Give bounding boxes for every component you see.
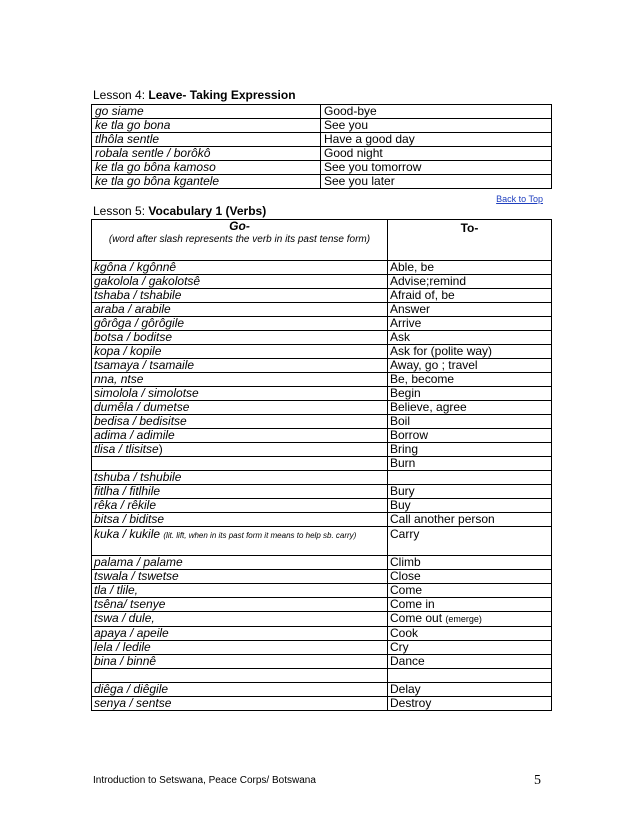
to-cell: Come out (emerge) xyxy=(388,612,552,627)
go-cell: tlisa / tlisitse) xyxy=(92,443,388,457)
table-row xyxy=(92,570,552,584)
go-cell: bina / binnê xyxy=(92,655,388,669)
go-cell: tshaba / tshabile xyxy=(92,289,388,303)
go-cell-tail: ) xyxy=(158,442,163,456)
header-go: Go- xyxy=(229,219,250,233)
english-cell: Have a good day xyxy=(321,133,552,147)
to-cell: Buy xyxy=(388,499,552,513)
to-cell xyxy=(388,669,552,683)
table-row xyxy=(92,161,552,175)
to-cell: Bring xyxy=(388,443,552,457)
go-cell: senya / sentse xyxy=(92,697,388,711)
table-row xyxy=(92,147,552,161)
setswana-cell: ke tla go bona xyxy=(92,119,321,133)
to-cell: Carry xyxy=(388,527,552,556)
go-cell: bitsa / biditse xyxy=(92,513,388,527)
to-cell: Boil xyxy=(388,415,552,429)
table-row xyxy=(92,303,552,317)
table-row xyxy=(92,471,552,485)
go-cell: botsa / boditse xyxy=(92,331,388,345)
table-row xyxy=(92,513,552,527)
table-row xyxy=(92,261,552,275)
go-cell: adima / adimile xyxy=(92,429,388,443)
header-note: (word after slash represents the verb in its past tense form) xyxy=(108,234,371,245)
setswana-cell: go siame xyxy=(92,105,321,119)
go-cell: kopa / kopile xyxy=(92,345,388,359)
table-row xyxy=(92,331,552,345)
table-row xyxy=(92,598,552,612)
to-cell: Cook xyxy=(388,627,552,641)
table-row xyxy=(92,359,552,373)
to-cell: Away, go ; travel xyxy=(388,359,552,373)
table-row xyxy=(92,317,552,331)
to-cell: Afraid of, be xyxy=(388,289,552,303)
table-row xyxy=(92,584,552,598)
go-cell: tswala / tswetse xyxy=(92,570,388,584)
to-cell: Burn xyxy=(388,457,552,471)
to-cell: Delay xyxy=(388,683,552,697)
to-cell: Able, be xyxy=(388,261,552,275)
table-row xyxy=(92,556,552,570)
table-row xyxy=(92,485,552,499)
lesson-5-prefix: Lesson 5: xyxy=(93,204,149,218)
lesson-5-heading xyxy=(93,204,266,218)
go-cell: kgôna / kgônnê xyxy=(92,261,388,275)
go-cell: tsêna/ tsenye xyxy=(92,598,388,612)
lesson-5-title: Vocabulary 1 (Verbs) xyxy=(148,204,267,218)
table-row xyxy=(92,119,552,133)
to-cell: Arrive xyxy=(388,317,552,331)
to-cell: Come in xyxy=(388,598,552,612)
to-cell-note: (emerge) xyxy=(445,614,482,624)
to-cell: Answer xyxy=(388,303,552,317)
go-cell: tla / tlile, xyxy=(92,584,388,598)
verbs-table xyxy=(91,219,552,711)
table-row xyxy=(92,655,552,669)
go-cell: tshuba / tshubile xyxy=(92,471,388,485)
to-cell: Be, become xyxy=(388,373,552,387)
go-cell: bedisa / bedisitse xyxy=(92,415,388,429)
go-cell: rêka / rêkile xyxy=(92,499,388,513)
go-cell: lela / ledile xyxy=(92,641,388,655)
to-cell: Close xyxy=(388,570,552,584)
go-cell: diêga / diêgile xyxy=(92,683,388,697)
table-row xyxy=(92,133,552,147)
table-row xyxy=(92,527,552,556)
to-cell: Destroy xyxy=(388,697,552,711)
english-cell: Good night xyxy=(321,147,552,161)
header-to-cell xyxy=(388,220,552,261)
to-cell: Climb xyxy=(388,556,552,570)
go-cell-note: (lit. lift, when in its past form it means to help sb. carry) xyxy=(163,531,357,540)
go-cell xyxy=(92,457,388,471)
go-cell: apaya / apeile xyxy=(92,627,388,641)
go-cell: tswa / dule, xyxy=(92,612,388,627)
table-row xyxy=(92,457,552,471)
table-row xyxy=(92,499,552,513)
header-go-cell xyxy=(92,220,388,261)
go-cell: palama / palame xyxy=(92,556,388,570)
go-cell: gakolola / gakolotsê xyxy=(92,275,388,289)
page-number: 5 xyxy=(534,773,541,788)
table-row xyxy=(92,443,552,457)
go-cell: tsamaya / tsamaile xyxy=(92,359,388,373)
table-row xyxy=(92,387,552,401)
table-row xyxy=(92,345,552,359)
to-cell: Call another person xyxy=(388,513,552,527)
table-row xyxy=(92,669,552,683)
to-cell: Ask for (polite way) xyxy=(388,345,552,359)
table-row xyxy=(92,401,552,415)
setswana-cell: tlhôla sentle xyxy=(92,133,321,147)
setswana-cell: ke tla go bôna kamoso xyxy=(92,161,321,175)
to-cell: Bury xyxy=(388,485,552,499)
table-row xyxy=(92,697,552,711)
english-cell: Good-bye xyxy=(321,105,552,119)
english-cell: See you xyxy=(321,119,552,133)
to-cell: Believe, agree xyxy=(388,401,552,415)
table-row xyxy=(92,415,552,429)
table-row xyxy=(92,275,552,289)
table-row xyxy=(92,627,552,641)
go-cell: dumêla / dumetse xyxy=(92,401,388,415)
footer-text: Introduction to Setswana, Peace Corps/ Botswana xyxy=(93,775,316,786)
to-cell: Dance xyxy=(388,655,552,669)
to-cell: Borrow xyxy=(388,429,552,443)
go-cell: fitlha / fitlhile xyxy=(92,485,388,499)
header-to: To- xyxy=(460,221,479,235)
setswana-cell: robala sentle / borôkô xyxy=(92,147,321,161)
table-row xyxy=(92,612,552,627)
english-cell: See you tomorrow xyxy=(321,161,552,175)
go-cell: araba / arabile xyxy=(92,303,388,317)
leave-taking-table xyxy=(91,104,552,189)
table-row xyxy=(92,683,552,697)
table-row xyxy=(92,105,552,119)
table-row xyxy=(92,289,552,303)
lesson-4-heading xyxy=(93,88,296,102)
table-row xyxy=(92,373,552,387)
table-row xyxy=(92,175,552,189)
to-cell xyxy=(388,471,552,485)
table-row xyxy=(92,429,552,443)
to-cell: Ask xyxy=(388,331,552,345)
lesson-4-title: Leave- Taking Expression xyxy=(148,88,296,102)
lesson-4-prefix: Lesson 4: xyxy=(93,88,149,102)
to-cell: Cry xyxy=(388,641,552,655)
go-cell xyxy=(92,669,388,683)
to-cell: Begin xyxy=(388,387,552,401)
table-row xyxy=(92,641,552,655)
setswana-cell: ke tla go bôna kgantele xyxy=(92,175,321,189)
to-cell: Advise;remind xyxy=(388,275,552,289)
back-to-top-link[interactable]: Back to Top xyxy=(496,194,543,204)
english-cell: See you later xyxy=(321,175,552,189)
go-cell: nna, ntse xyxy=(92,373,388,387)
to-cell: Come xyxy=(388,584,552,598)
go-cell: kuka / kukile (lit. lift, when in its past form it means to help sb. carry) xyxy=(92,527,388,556)
verbs-header-row xyxy=(92,220,552,261)
go-cell: simolola / simolotse xyxy=(92,387,388,401)
go-cell: gôrôga / gôrôgile xyxy=(92,317,388,331)
